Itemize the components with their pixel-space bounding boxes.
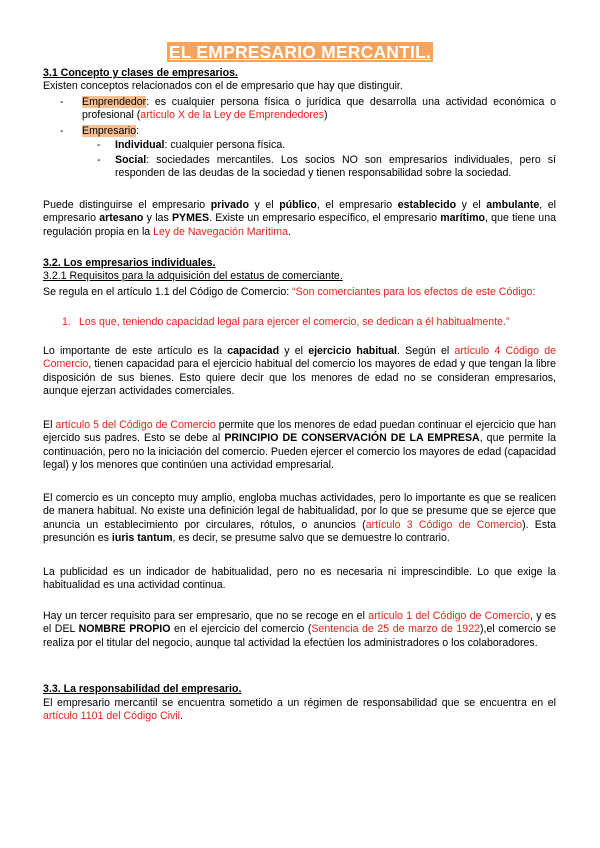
text: . Según el xyxy=(397,345,455,357)
term-artesano: artesano xyxy=(99,212,144,225)
term-establecido: establecido xyxy=(397,199,457,211)
text: Se regula en el artículo 1.1 del Código de Comercio: xyxy=(43,286,293,298)
paragraph-article-5 xyxy=(43,419,556,473)
term-ejercicio-habitual: ejercicio habitual xyxy=(308,345,397,357)
text: y el xyxy=(248,199,280,211)
text: . xyxy=(180,710,183,723)
term-publico: público xyxy=(279,199,317,211)
dash-bullet: - xyxy=(97,154,101,166)
ref-ley-navegacion: Ley de Navegación Marítima xyxy=(153,225,288,238)
term-emprendedor: Emprendedor xyxy=(82,96,147,108)
individual-text: : cualquier persona física. xyxy=(164,139,286,151)
text: en el ejercicio del comercio ( xyxy=(170,623,312,636)
ref-articulo-1: artículo 1 del Código de Comercio xyxy=(368,610,531,622)
term-empresario: Empresario xyxy=(82,125,137,137)
text: permite que los menores de edad puedan continuar el ejercicio que han ejercido sus padres. Esto se debe al xyxy=(43,419,557,445)
text: El xyxy=(43,419,56,431)
text: ),el comercio se realiza por el titular del negocio, aunque tal actividad la efectúen los administradores o los colaboradores. xyxy=(43,623,556,649)
paragraph-nombre-propio xyxy=(43,610,556,650)
ref-ley-emprendedores: artículo X de la Ley de Emprendedores xyxy=(140,109,325,122)
term-privado: privado xyxy=(210,199,249,211)
text: Puede distinguirse el empresario xyxy=(43,199,211,211)
social-text: : sociedades mercantiles. Los socios NO son empresarios individuales, pero sí responden de las deudas de la sociedad y tienen responsabilidad sobre la sociedad. xyxy=(115,154,556,180)
text: , que tiene una regulación propia en la xyxy=(43,212,556,238)
ref-articulo-5: artículo 5 del Código de Comercio xyxy=(55,419,216,431)
document-title: EL EMPRESARIO MERCANTIL. xyxy=(168,42,432,62)
text: , que permite la continuación, pero no la iniciación del comercio. Pueden ejercer el comercio los mayores de edad (capacidad legal) y los menores que continúen una actividad empresarial. xyxy=(43,432,556,472)
text: y las xyxy=(143,212,172,225)
text: El empresario mercantil se encuentra sometido a un régimen de responsabilidad que se encuentra en el xyxy=(43,697,556,709)
quote-article-1-1: “Son comerciantes para los efectos de este Código: xyxy=(292,286,536,298)
emprendedor-text: : es cualquier persona física o jurídica que desarrolla una actividad económica o profesional ( xyxy=(82,96,556,122)
paragraph-publicidad: La publicidad es un indicador de habitualidad, pero no es necesaria ni imprescindible. Lo que exige la habitualidad es una actividad continua. xyxy=(43,566,556,592)
paragraph-regulation xyxy=(43,286,556,299)
term-capacidad: capacidad xyxy=(227,345,280,357)
text: . Existe un empresario específico, el empresario xyxy=(209,212,441,225)
paragraph-types xyxy=(43,199,556,239)
paragraph-habitualidad xyxy=(43,492,556,546)
text: . xyxy=(287,225,291,238)
paragraph-capacity xyxy=(43,345,556,399)
title-wrap xyxy=(0,42,600,62)
term-pymes: PYMES xyxy=(171,212,210,225)
emprendedor-close: ) xyxy=(324,109,328,122)
text: Hay un tercer requisito para ser empresario, que no se recoge en el xyxy=(43,610,369,622)
ref-articulo-4: artículo 4 Código de Comercio xyxy=(43,345,557,371)
term-social: Social xyxy=(115,154,147,166)
number-marker: 1. xyxy=(62,316,71,328)
term-nombre-propio: NOMBRE PROPIO xyxy=(78,623,171,636)
text: , tienen capacidad para el ejercicio habitual del comercio los mayores de edad y que tengan la libre disposición de sus bienes. Esto quiere decir que los menores de edad no se consideran empresarios, aunque ejerzan actividades comerciales. xyxy=(43,358,556,398)
heading-3-2: 3.2. Los empresarios individuales. xyxy=(43,257,216,269)
ref-sentencia-1922: Sentencia de 25 de marzo de 1922 xyxy=(311,623,480,636)
empresario-colon: : xyxy=(136,125,140,137)
text: ). Esta presunción es xyxy=(43,518,556,545)
subheading-3-2-1: 3.2.1 Requisitos para la adquisición del estatus de comerciante. xyxy=(43,270,343,282)
term-iuris-tantum: iuris tantum xyxy=(111,532,173,545)
ref-articulo-1101: artículo 1101 del Código Civil xyxy=(43,710,181,723)
numbered-item-text: Los que, teniendo capacidad legal para ejercer el comercio, se dedican a él habitualmente.” xyxy=(79,316,510,328)
term-individual: Individual xyxy=(115,139,165,151)
paragraph-responsabilidad xyxy=(43,697,556,724)
dash-bullet: - xyxy=(60,96,64,108)
list-item-emprendedor xyxy=(60,96,556,123)
numbered-item-1 xyxy=(62,316,556,329)
term-ambulante: ambulante xyxy=(486,199,540,211)
heading-3-1: 3.1 Concepto y clases de empresarios. xyxy=(43,67,238,79)
sub-item-social xyxy=(97,154,556,181)
text: El comercio es un concepto muy amplio, engloba muchas actividades, pero lo importante es que se realicen de manera habitual. No existe una definición legal de habitualidad, por lo que se presume que se ejerce que anuncia un establecimiento por circulares, rótulos, o anuncios ( xyxy=(43,492,556,531)
text: Lo importante de este artículo es la xyxy=(43,345,228,357)
term-maritimo: marítimo xyxy=(440,212,485,225)
text: , el empresario xyxy=(43,199,557,225)
sub-item-individual xyxy=(97,139,556,152)
term-principio-conservacion: PRINCIPIO DE CONSERVACIÓN DE LA EMPRESA xyxy=(224,432,480,445)
text: y el xyxy=(456,199,487,211)
text: , es decir, se presume salvo que se demuestre lo contrario. xyxy=(172,532,450,545)
list-item-empresario xyxy=(60,125,556,138)
ref-articulo-3: artículo 3 Código de Comercio xyxy=(365,518,523,531)
text: , el empresario xyxy=(316,199,398,211)
text: y el xyxy=(279,345,309,357)
heading-3-3: 3.3. La responsabilidad del empresario. xyxy=(43,683,242,695)
dash-bullet: - xyxy=(97,139,101,151)
intro-paragraph: Existen conceptos relacionados con el de empresario que hay que distinguir. xyxy=(43,80,403,92)
dash-bullet: - xyxy=(60,125,64,137)
text: , y es el DEL xyxy=(43,610,556,636)
